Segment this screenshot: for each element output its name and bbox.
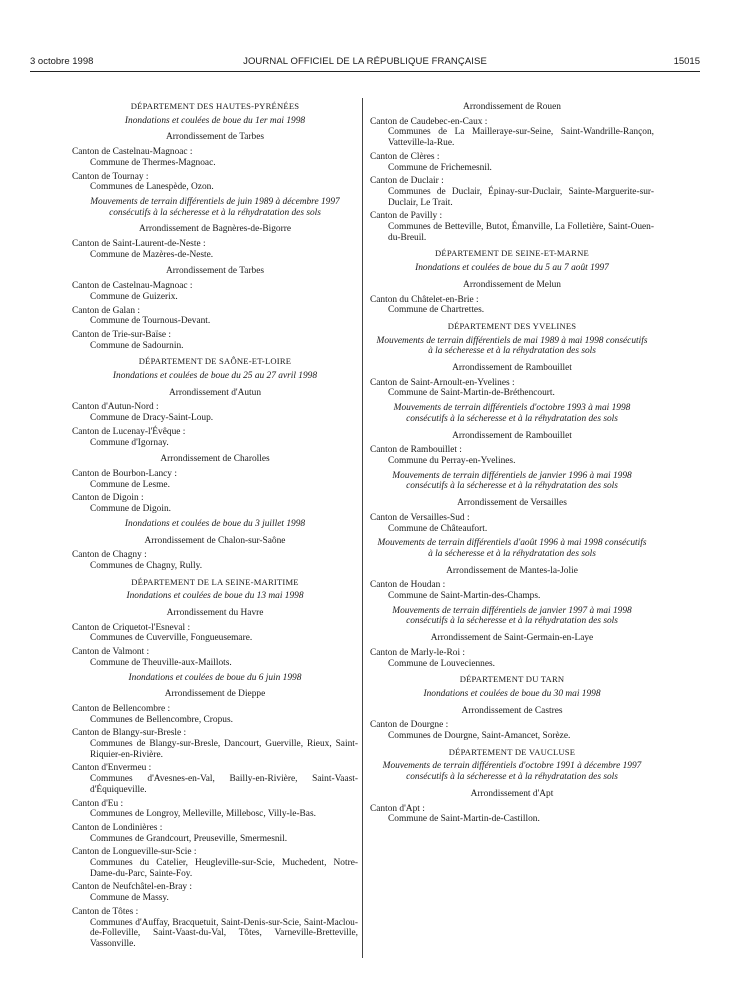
- canton-line: Canton du Châtelet-en-Brie :: [370, 294, 479, 305]
- communes-line: Commune de Dracy-Saint-Loup.: [90, 413, 214, 424]
- communes-line: Commune d'Igornay.: [90, 437, 169, 448]
- communes-line: Communes de Duclair, Épinay-sur-Duclair, Sainte-Marguerite-sur-Duclair, Le Trait.: [388, 186, 654, 208]
- canton-line: Canton d'Envermeu :: [72, 763, 152, 774]
- communes-line: Communes d'Avesnes-en-Val, Bailly-en-Rivière, Saint-Vaast-d'Équiqueville.: [90, 774, 358, 795]
- arrondissement-heading: Arrondissement de Charolles: [160, 454, 270, 465]
- communes-line: Communes de Chagny, Rully.: [90, 560, 203, 571]
- event-heading: Mouvements de terrain différentiels d'octobre 1993 à mai 1998 consécutifs à la sécheresse et à la réhydratation des sols: [393, 403, 631, 424]
- communes-line: Commune de Mazères-de-Neste.: [90, 249, 214, 260]
- arrondissement-heading: Arrondissement de Tarbes: [165, 266, 265, 277]
- canton-line: Canton de Trie-sur-Baïse :: [72, 329, 172, 340]
- canton-line: Canton de Bourbon-Lancy :: [72, 468, 177, 479]
- event-heading: Mouvements de terrain différentiels de janvier 1996 à mai 1998 consécutifs à la sécheresse et à la réhydratation des sols: [392, 470, 632, 492]
- canton-line: Canton de Saint-Arnoult-en-Yvelines :: [370, 377, 515, 388]
- arrondissement-heading: Arrondissement de Saint-Germain-en-Laye: [430, 633, 594, 644]
- arrondissement-heading: Arrondissement de Rouen: [463, 102, 561, 112]
- canton-line: Canton de Dourgne :: [370, 720, 449, 731]
- department-heading: DÉPARTEMENT DE SEINE-ET-MARNE: [435, 248, 589, 259]
- arrondissement-heading: Arrondissement de Dieppe: [164, 689, 266, 700]
- canton-line: Canton de Valmont :: [72, 647, 150, 658]
- canton-line: Canton d'Apt :: [370, 803, 425, 814]
- canton-line: Canton de Houdan :: [370, 580, 446, 591]
- canton-line: Canton d'Autun-Nord :: [72, 402, 159, 413]
- event-heading: Inondations et coulées de boue du 5 au 7 août 1997: [415, 263, 609, 274]
- communes-line: Commune de Lesme.: [90, 479, 170, 490]
- communes-line: Commune de Sadournin.: [90, 340, 184, 351]
- communes-line: Commune de Guizerix.: [90, 291, 178, 302]
- page-number: 15015: [673, 56, 700, 67]
- arrondissement-heading: Arrondissement de Rambouillet: [452, 430, 572, 441]
- canton-line: Canton de Clères :: [370, 151, 440, 162]
- arrondissement-heading: Arrondissement d'Autun: [168, 387, 262, 398]
- communes-line: Commune de Frichemesnil.: [388, 162, 492, 173]
- canton-line: Canton de Longueville-sur-Scie :: [72, 847, 197, 858]
- communes-line: Commune de Digoin.: [90, 504, 171, 515]
- communes-line: Commune de Saint-Martin-de-Castillon.: [388, 814, 540, 825]
- canton-line: Canton de Versailles-Sud :: [370, 512, 470, 523]
- communes-line: Communes de Blangy-sur-Bresle, Dancourt, Guerville, Rieux, Saint-Riquier-en-Rivière.: [90, 739, 358, 760]
- communes-line: Communes de Lanespède, Ozon.: [90, 182, 214, 193]
- communes-line: Communes de Longroy, Melleville, Millebosc, Villy-le-Bas.: [90, 809, 316, 820]
- event-heading: Inondations et coulées de boue du 30 mai 1998: [423, 688, 601, 699]
- canton-line: Canton de Rambouillet :: [370, 445, 462, 456]
- canton-line: Canton de Neufchâtel-en-Bray :: [72, 882, 193, 893]
- canton-line: Canton de Castelnau-Magnoac :: [72, 281, 193, 292]
- page-header: [30, 56, 700, 70]
- department-heading: DÉPARTEMENT DU TARN: [459, 674, 565, 685]
- arrondissement-heading: Arrondissement de Mantes-la-Jolie: [446, 565, 578, 576]
- communes-line: Commune de Massy.: [90, 893, 169, 904]
- event-heading: Mouvements de terrain différentiels de juin 1989 à décembre 1997 consécutifs à la sécheresse et à la réhydratation des sols: [90, 196, 340, 218]
- event-heading: Mouvements de terrain différentiels de janvier 1997 à mai 1998 consécutifs à la sécheresse et à la réhydratation des sols: [392, 605, 632, 627]
- canton-line: Canton de Lucenay-l'Évêque :: [72, 426, 186, 437]
- canton-line: Canton de Caudebec-en-Caux :: [370, 116, 488, 127]
- canton-line: Canton de Criquetot-l'Esneval :: [72, 622, 191, 633]
- canton-line: Canton de Tournay :: [72, 171, 149, 182]
- department-heading: DÉPARTEMENT DES YVELINES: [447, 320, 577, 331]
- canton-line: Canton de Duclair :: [370, 176, 444, 187]
- arrondissement-heading: Arrondissement de Chalon-sur-Saône: [144, 535, 286, 546]
- arrondissement-heading: Arrondissement du Havre: [166, 608, 264, 619]
- arrondissement-heading: Arrondissement de Bagnères-de-Bigorre: [138, 224, 292, 235]
- arrondissement-heading: Arrondissement de Rambouillet: [452, 363, 572, 374]
- event-heading: Mouvements de terrain différentiels d'août 1996 à mai 1998 consécutifs à la sécheresse et à la réhydratation des sols: [377, 538, 647, 559]
- communes-line: Communes de Bellencombre, Cropus.: [90, 714, 233, 725]
- communes-line: Communes de Betteville, Butot, Émanville, La Folletière, Saint-Ouen-du-Breuil.: [388, 222, 654, 243]
- arrondissement-heading: Arrondissement de Tarbes: [165, 132, 265, 143]
- communes-line: Communes de Dourgne, Saint-Amancet, Sorèze.: [388, 731, 571, 742]
- canton-line: Canton de Pavilly :: [370, 211, 443, 222]
- communes-line: Communes de La Mailleraye-sur-Seine, Saint-Wandrille-Rançon, Vatteville-la-Rue.: [388, 127, 654, 149]
- journal-title: JOURNAL OFFICIEL DE LA RÉPUBLIQUE FRANÇAISE: [243, 56, 487, 67]
- canton-line: Canton de Chagny :: [72, 550, 147, 561]
- event-heading: Inondations et coulées de boue du 1er mai 1998: [124, 115, 306, 126]
- canton-line: Canton de Castelnau-Magnoac :: [72, 147, 193, 158]
- department-heading: DÉPARTEMENT DE LA SEINE-MARITIME: [131, 576, 299, 587]
- canton-line: Canton de Marly-le-Roi :: [370, 647, 466, 658]
- event-heading: Inondations et coulées de boue du 13 mai 1998: [126, 591, 304, 602]
- event-heading: Inondations et coulées de boue du 25 au 27 avril 1998: [112, 371, 318, 382]
- communes-line: Commune de Tournous-Devant.: [90, 316, 211, 327]
- canton-line: Canton d'Eu :: [72, 798, 124, 809]
- canton-line: Canton de Tôtes :: [72, 906, 139, 917]
- right-column: [370, 96, 654, 825]
- event-heading: Inondations et coulées de boue du 6 juin 1998: [128, 672, 302, 683]
- publication-date: 3 octobre 1998: [30, 56, 94, 67]
- arrondissement-heading: Arrondissement d'Apt: [470, 788, 554, 799]
- arrondissement-heading: Arrondissement de Melun: [463, 279, 561, 290]
- communes-line: Commune de Châteaufort.: [388, 523, 488, 534]
- communes-line: Communes de Cuverville, Fongueusemare.: [90, 633, 253, 644]
- communes-line: Commune de Thermes-Magnoac.: [90, 157, 216, 168]
- arrondissement-heading: Arrondissement de Versailles: [457, 498, 567, 509]
- communes-line: Commune de Saint-Martin-des-Champs.: [388, 591, 541, 602]
- canton-line: Canton de Digoin :: [72, 493, 144, 504]
- canton-line: Canton de Blangy-sur-Bresle :: [72, 728, 187, 739]
- communes-line: Commune du Perray-en-Yvelines.: [388, 455, 516, 466]
- event-heading: Mouvements de terrain différentiels d'octobre 1991 à décembre 1997 consécutifs à la sécheresse et à la réhydratation des sols: [382, 761, 642, 783]
- arrondissement-heading: Arrondissement de Castres: [461, 705, 563, 716]
- header-rule: [30, 71, 700, 72]
- communes-line: Communes du Catelier, Heugleville-sur-Scie, Muchedent, Notre-Dame-du-Parc, Sainte-Foy.: [90, 858, 358, 879]
- department-heading: DÉPARTEMENT DE VAUCLUSE: [448, 746, 576, 757]
- department-heading: DÉPARTEMENT DE SAÔNE-ET-LOIRE: [138, 356, 292, 367]
- canton-line: Canton de Saint-Laurent-de-Neste :: [72, 239, 206, 250]
- communes-line: Commune de Theuville-aux-Maillots.: [90, 657, 232, 668]
- communes-line: Commune de Chartrettes.: [388, 305, 485, 316]
- canton-line: Canton de Bellencombre :: [72, 703, 171, 714]
- left-column: [72, 96, 358, 950]
- communes-line: Commune de Saint-Martin-de-Bréthencourt.: [388, 388, 555, 399]
- communes-line: Communes d'Auffay, Bracquetuit, Saint-Denis-sur-Scie, Saint-Maclou-de-Folleville, Saint-Vaast-du-Val, Tôtes, Varneville-Bretteville, Vassonville.: [90, 917, 358, 949]
- department-heading: DÉPARTEMENT DES HAUTES-PYRÉNÉES: [130, 101, 300, 111]
- canton-line: Canton de Galan :: [72, 305, 140, 316]
- event-heading: Inondations et coulées de boue du 3 juillet 1998: [124, 518, 306, 529]
- canton-line: Canton de Londinières :: [72, 822, 163, 833]
- event-heading: Mouvements de terrain différentiels de mai 1989 à mai 1998 consécutifs à la sécheresse et à la réhydratation des sols: [376, 335, 648, 357]
- column-divider: [362, 98, 363, 958]
- communes-line: Commune de Louveciennes.: [388, 658, 496, 669]
- communes-line: Communes de Grandcourt, Preuseville, Smermesnil.: [90, 833, 288, 844]
